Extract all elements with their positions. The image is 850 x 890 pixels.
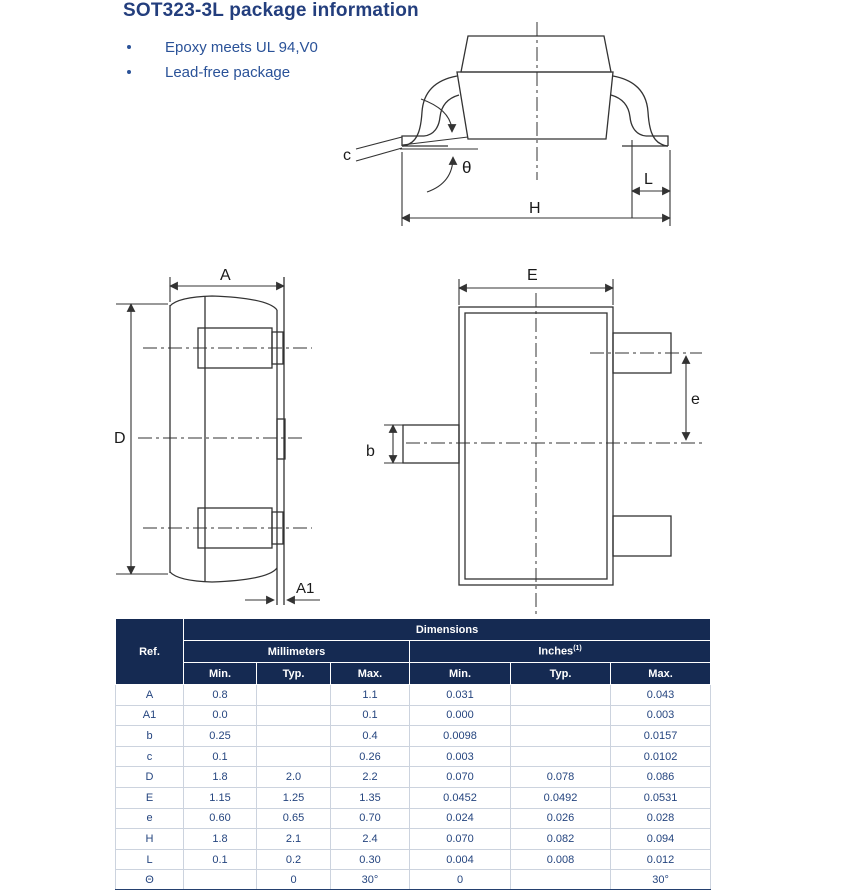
value-cell: 0.003 xyxy=(410,746,511,767)
value-cell: 0.70 xyxy=(331,808,410,829)
value-cell: 1.15 xyxy=(184,787,257,808)
value-cell xyxy=(257,746,331,767)
top-view-drawing xyxy=(355,260,710,620)
bullet-text: Lead-free package xyxy=(165,63,291,81)
ref-cell: b xyxy=(116,726,184,747)
value-cell xyxy=(257,685,331,706)
table-row xyxy=(116,829,711,850)
value-cell: 0.1 xyxy=(184,746,257,767)
table-row xyxy=(116,787,711,808)
in-min-header: Min. xyxy=(410,663,511,685)
value-cell: 0.0098 xyxy=(410,726,511,747)
table-row xyxy=(116,726,711,747)
value-cell: 2.0 xyxy=(257,767,331,788)
value-cell: 0.1 xyxy=(331,705,410,726)
inches-footnote: (1) xyxy=(573,645,582,653)
millimeters-header: Millimeters xyxy=(184,641,410,663)
value-cell: 2.2 xyxy=(331,767,410,788)
mm-min-header: Min. xyxy=(184,663,257,685)
inches-header xyxy=(410,641,711,663)
ref-cell: c xyxy=(116,746,184,767)
value-cell: 0.000 xyxy=(410,705,511,726)
table-body xyxy=(116,685,711,890)
dim-label-H: H xyxy=(529,200,541,217)
value-cell: 0.30 xyxy=(331,849,410,870)
dimensions-header: Dimensions xyxy=(184,619,711,641)
value-cell: 0.078 xyxy=(511,767,611,788)
value-cell xyxy=(257,705,331,726)
value-cell: 0.2 xyxy=(257,849,331,870)
value-cell: 1.1 xyxy=(331,685,410,706)
dim-label-b: b xyxy=(366,443,375,460)
ref-cell: L xyxy=(116,849,184,870)
value-cell xyxy=(511,870,611,890)
dim-label-c: c xyxy=(343,147,351,164)
value-cell: 1.8 xyxy=(184,767,257,788)
package-outline xyxy=(170,277,285,605)
value-cell: 0.0452 xyxy=(410,787,511,808)
value-cell: 1.25 xyxy=(257,787,331,808)
value-cell: 0.031 xyxy=(410,685,511,706)
value-cell: 0.043 xyxy=(611,685,711,706)
value-cell: 0.60 xyxy=(184,808,257,829)
value-cell: 0.026 xyxy=(511,808,611,829)
lead-centerlines xyxy=(138,348,312,528)
table-row xyxy=(116,685,711,706)
value-cell: 0.0531 xyxy=(611,787,711,808)
value-cell: 1.8 xyxy=(184,829,257,850)
value-cell xyxy=(257,726,331,747)
inches-label: Inches xyxy=(538,645,574,658)
value-cell: 2.1 xyxy=(257,829,331,850)
table-row xyxy=(116,767,711,788)
dim-label-D: D xyxy=(114,430,126,447)
centerlines xyxy=(406,293,702,618)
table-row xyxy=(116,746,711,767)
value-cell xyxy=(184,870,257,890)
value-cell: 0.0 xyxy=(184,705,257,726)
value-cell: 0.0157 xyxy=(611,726,711,747)
value-cell: 1.35 xyxy=(331,787,410,808)
dim-label-e: e xyxy=(691,391,700,408)
ref-cell: D xyxy=(116,767,184,788)
table-row xyxy=(116,849,711,870)
dim-label-A: A xyxy=(220,267,231,284)
value-cell: 0.004 xyxy=(410,849,511,870)
value-cell xyxy=(511,746,611,767)
dim-label-A1: A1 xyxy=(296,580,315,597)
in-typ-header: Typ. xyxy=(511,663,611,685)
value-cell: 0.028 xyxy=(611,808,711,829)
value-cell: 30° xyxy=(331,870,410,890)
mm-max-header: Max. xyxy=(331,663,410,685)
mm-typ-header: Typ. xyxy=(257,663,331,685)
ref-column-header: Ref. xyxy=(116,619,184,685)
value-cell: 0.024 xyxy=(410,808,511,829)
ref-cell: H xyxy=(116,829,184,850)
ref-cell: Θ xyxy=(116,870,184,890)
value-cell: 0.012 xyxy=(611,849,711,870)
value-cell: 0.070 xyxy=(410,767,511,788)
front-view-drawing xyxy=(100,260,335,615)
bullet-text: Epoxy meets UL 94,V0 xyxy=(165,38,318,56)
value-cell: 0.070 xyxy=(410,829,511,850)
dimensions-table xyxy=(115,618,710,890)
ref-cell: e xyxy=(116,808,184,829)
ref-cell: E xyxy=(116,787,184,808)
value-cell: 0.003 xyxy=(611,705,711,726)
value-cell: 0 xyxy=(410,870,511,890)
bullet-icon xyxy=(127,45,131,49)
dim-label-L: L xyxy=(644,171,653,188)
table-row xyxy=(116,705,711,726)
in-max-header: Max. xyxy=(611,663,711,685)
package-outline xyxy=(402,36,668,146)
bullet-icon xyxy=(127,70,131,74)
value-cell: 0.008 xyxy=(511,849,611,870)
value-cell: 2.4 xyxy=(331,829,410,850)
ref-cell: A xyxy=(116,685,184,706)
value-cell xyxy=(511,705,611,726)
side-view-drawing xyxy=(330,15,690,232)
package-outline xyxy=(403,307,671,585)
table-row xyxy=(116,808,711,829)
value-cell xyxy=(511,685,611,706)
value-cell: 0.0102 xyxy=(611,746,711,767)
value-cell: 0.8 xyxy=(184,685,257,706)
c-thickness-callout xyxy=(356,137,402,161)
ref-cell: A1 xyxy=(116,705,184,726)
value-cell: 0.25 xyxy=(184,726,257,747)
value-cell: 30° xyxy=(611,870,711,890)
value-cell: 0.65 xyxy=(257,808,331,829)
value-cell xyxy=(511,726,611,747)
value-cell: 0.1 xyxy=(184,849,257,870)
value-cell: 0.082 xyxy=(511,829,611,850)
value-cell: 0.094 xyxy=(611,829,711,850)
value-cell: 0.26 xyxy=(331,746,410,767)
dim-label-theta: θ xyxy=(462,158,472,177)
b-dimension xyxy=(384,425,403,463)
value-cell: 0 xyxy=(257,870,331,890)
value-cell: 0.086 xyxy=(611,767,711,788)
value-cell: 0.0492 xyxy=(511,787,611,808)
page-title: SOT323-3L package information xyxy=(123,0,419,21)
table-row xyxy=(116,870,711,890)
dim-label-E: E xyxy=(527,267,538,284)
value-cell: 0.4 xyxy=(331,726,410,747)
